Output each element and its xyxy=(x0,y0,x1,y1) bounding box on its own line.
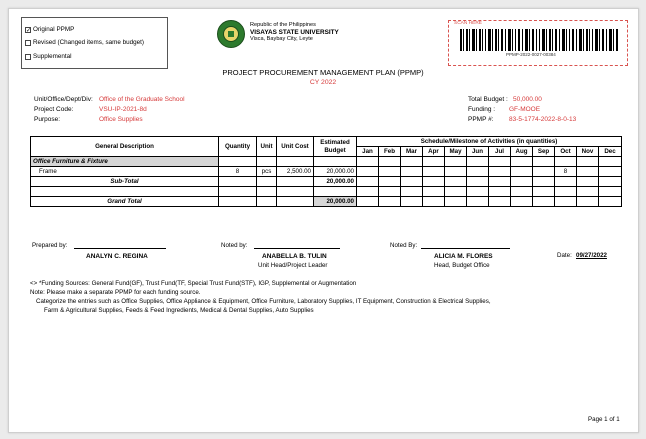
month-header: Jun xyxy=(467,147,489,157)
barcode-icon xyxy=(460,29,618,51)
project-code-label: Project Code: xyxy=(34,106,74,113)
ppmp-number-label: PPMP #: xyxy=(468,116,494,123)
noted-by-2-name: ALICIA M. FLORES xyxy=(434,253,493,260)
month-header: Oct xyxy=(555,147,577,157)
col-general-description: General Description xyxy=(31,137,219,157)
item-quantity: 8 xyxy=(219,167,257,177)
month-header: Aug xyxy=(511,147,533,157)
categorize-note: Categorize the entries such as Office Supplies, Office Appliance & Equipment, Office Furniture, Laboratory Supplies, IT Equipment, Construction & Electrical Supplies, xyxy=(36,298,491,305)
date-label: Date: xyxy=(557,252,572,259)
category-label: Office Furniture & Fixture xyxy=(31,157,219,167)
subtotal-label: Sub-Total xyxy=(31,177,219,187)
total-budget-label: Total Budget : xyxy=(468,96,508,103)
scan-here-label: SCAN HERE xyxy=(454,21,482,26)
grand-total-row xyxy=(31,197,622,207)
page-indicator: Page 1 of 1 xyxy=(588,416,620,423)
noted-by-role: Unit Head/Project Leader xyxy=(258,262,328,269)
item-oct-qty: 8 xyxy=(555,167,577,177)
item-unit: pcs xyxy=(257,167,277,177)
checkbox-supplemental[interactable] xyxy=(25,52,72,61)
noted-2-signature-line xyxy=(421,248,510,249)
item-budget: 20,000.00 xyxy=(314,167,357,177)
barcode-number: PPMP-2022-0027-00384 xyxy=(506,52,556,57)
unit-label: Unit/Office/Dept/Div: xyxy=(34,96,93,103)
funding-value: GF-MOOE xyxy=(509,106,541,113)
col-schedule: Schedule/Milestone of Activities (in quantities) xyxy=(357,137,622,147)
funding-sources-note: <> *Funding Sources: General Fund(GF), Trust Fund(TF, Special Trust Fund(STF), IGP, Supplemental or Augmentation xyxy=(30,280,357,287)
grand-total-value: 20,000.00 xyxy=(314,197,357,207)
month-header: Feb xyxy=(379,147,401,157)
university-header xyxy=(250,22,339,43)
grand-total-label: Grand Total xyxy=(31,197,219,207)
total-budget-value: 50,000.00 xyxy=(513,96,542,103)
ppmp-number-value: 83-5-1774-2022-8-0-13 xyxy=(509,116,577,123)
spacer-row xyxy=(31,187,622,197)
republic-text: Republic of the Philippines xyxy=(250,22,316,28)
category-row xyxy=(31,157,622,167)
notes-section xyxy=(30,279,491,315)
prepared-by-name: ANALYN C. REGINA xyxy=(86,253,148,260)
month-header: Apr xyxy=(423,147,445,157)
subtotal-row xyxy=(31,177,622,187)
checkbox-revised[interactable] xyxy=(25,38,144,47)
item-description: Frame xyxy=(31,167,219,177)
subtotal-value: 20,000.00 xyxy=(314,177,357,187)
document-title: PROJECT PROCUREMENT MANAGEMENT PLAN (PPMP) xyxy=(222,68,424,77)
checkbox-original-label: Original PPMP xyxy=(33,26,75,33)
col-unit-cost: Unit Cost xyxy=(277,137,314,157)
table-header-row xyxy=(31,137,622,147)
checkbox-original-box[interactable]: ✓ xyxy=(26,27,32,34)
university-seal-icon xyxy=(217,20,245,48)
month-header: Jul xyxy=(489,147,511,157)
noted-by-label: Noted by: xyxy=(221,242,248,249)
checkbox-supplemental-box[interactable] xyxy=(25,54,31,60)
col-unit: Unit xyxy=(257,137,277,157)
purpose-value: Office Supplies xyxy=(99,116,143,123)
checkbox-original[interactable] xyxy=(25,25,74,34)
version-checkbox-panel xyxy=(21,17,168,69)
unit-value: Office of the Graduate School xyxy=(99,96,185,103)
categorize-note-cont: Farm & Agricultural Supplies, Feeds & Feed Ingredients, Medical & Dental Supplies, Auto Supplies xyxy=(44,307,314,314)
checkbox-revised-box[interactable] xyxy=(25,40,31,46)
checkbox-supplemental-label: Supplemental xyxy=(33,53,72,60)
calendar-year: CY 2022 xyxy=(309,79,337,86)
ppmp-table xyxy=(30,136,622,207)
noted-by-name: ANABELLA B. TULIN xyxy=(262,253,327,260)
project-code-value: VSU-IP-2021-8d xyxy=(99,106,147,113)
month-header: May xyxy=(445,147,467,157)
purpose-label: Purpose: xyxy=(34,116,61,123)
funding-label: Funding : xyxy=(468,106,496,113)
month-header: Jan xyxy=(357,147,379,157)
col-quantity: Quantity xyxy=(219,137,257,157)
university-address: Visca, Baybay City, Leyte xyxy=(250,36,313,42)
prepared-by-label: Prepared by: xyxy=(32,242,68,249)
checkbox-revised-label: Revised (Changed items, same budget) xyxy=(33,39,144,46)
month-header: Sep xyxy=(533,147,555,157)
month-header: Dec xyxy=(599,147,622,157)
noted-by-2-role: Head, Budget Office xyxy=(434,262,490,269)
col-estimated-budget: Estimated Budget xyxy=(314,137,357,157)
noted-signature-line xyxy=(254,248,340,249)
table-row xyxy=(31,167,622,177)
prepared-signature-line xyxy=(74,248,166,249)
date-value: 09/27/2022 xyxy=(576,252,607,259)
noted-by-2-label: Noted By: xyxy=(390,242,418,249)
month-header: Nov xyxy=(577,147,599,157)
separate-ppmp-note: Note: Please make a separate PPMP for each funding source. xyxy=(30,289,201,296)
university-name: VISAYAS STATE UNIVERSITY xyxy=(250,29,339,36)
item-unit-cost: 2,500.00 xyxy=(277,167,314,177)
month-header: Mar xyxy=(401,147,423,157)
